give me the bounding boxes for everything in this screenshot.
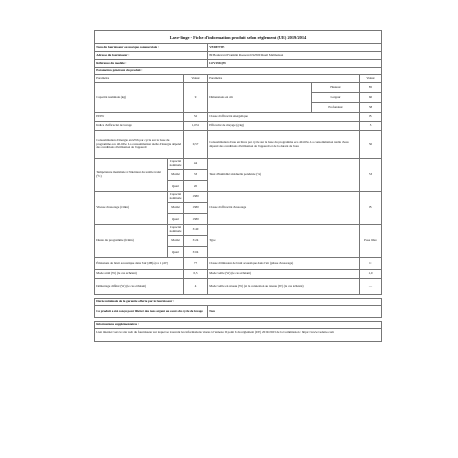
address-row xyxy=(94,52,382,60)
residual-moisture-value: 53 xyxy=(359,159,381,191)
dimension-height-value: 85 xyxy=(360,83,381,93)
header-param-left: Paramètre xyxy=(96,75,110,80)
silver-ions-value: Non xyxy=(207,306,381,317)
dimension-depth-label: Profondeur xyxy=(328,105,343,110)
temperature-half-label: Moitié xyxy=(168,170,183,181)
general-title-row xyxy=(94,68,382,75)
spin-class-value: B xyxy=(359,192,381,224)
type-value: Pose libre xyxy=(359,225,381,257)
eei-value: 52 xyxy=(183,113,207,121)
power-mode-row xyxy=(94,270,382,279)
duration-label: Durée du programme (h:min) xyxy=(96,238,134,243)
temperature-rated-label: Capacité nominale xyxy=(168,159,183,170)
dimension-depth-value: 58 xyxy=(368,105,373,110)
temperature-quarter-value: 20 xyxy=(193,183,198,188)
additional-row xyxy=(94,306,382,318)
eei-label: EEIW xyxy=(96,114,105,119)
header-value-right: Valeur xyxy=(359,75,381,82)
address-value: 89 Boulevard Franklin Roosevelt 92500 Rueil Malmaison xyxy=(207,52,381,59)
supplier-label: Nom du fournisseur ou marque commerciale : xyxy=(96,44,159,49)
duration-values xyxy=(183,225,207,257)
spin-row xyxy=(94,192,382,225)
info-title: Informations supplémentaires : xyxy=(96,322,139,327)
capacity-row xyxy=(94,83,382,113)
model-value: LFV294QW xyxy=(207,60,381,67)
network-standby-label: Mode veille en réseau (W) (si la connexion au réseau (W) (le cas échéant) xyxy=(207,279,359,294)
type-label: Type xyxy=(207,225,359,257)
noise-row xyxy=(94,258,382,270)
temperature-half-value: 33 xyxy=(184,170,207,181)
spin-quarter-label: Quart xyxy=(171,216,180,221)
spin-speed-label: Vitesse d'essorage (t/min) xyxy=(96,205,129,210)
energy-class-label: Classe d'efficacité énergétique xyxy=(207,113,359,121)
supplier-row xyxy=(94,44,382,52)
standby-value: 1,0 xyxy=(359,270,381,278)
rinsing-label: Efficacité de rinçage (g/kg) xyxy=(207,122,359,130)
duration-row xyxy=(94,225,382,258)
energy-consumption-value: 0,57 xyxy=(183,131,207,158)
off-mode-value: 0,5 xyxy=(183,270,207,278)
header-param-right: Paramètre xyxy=(207,75,359,82)
sheet-title: Lave-linge - Fiche d'information produit selon règlement (UE) 2019/2014 xyxy=(94,30,382,44)
temperature-sublabels xyxy=(167,159,183,191)
duration-half-label: Moitié xyxy=(168,236,183,247)
duration-rated-label: Capacité nominale xyxy=(168,225,183,236)
duration-quarter-value: 3:04 xyxy=(192,249,199,254)
consumption-row xyxy=(94,131,382,159)
residual-moisture-label: Taux d'humidité résiduelle pondérée (%) xyxy=(207,159,359,191)
general-title: Paramètres généraux du produit : xyxy=(96,68,143,73)
noise-class-value: C xyxy=(359,258,381,269)
delay-start-label: Démarrage différé (W) (le cas échéant) xyxy=(96,283,147,288)
noise-class-label: Classe d'émission de bruit acoustique dans l'air (phase d'essorage) xyxy=(207,258,359,269)
table-header-row xyxy=(94,75,382,83)
info-text: Lien internet vers le site web du fournisseur sur lequel se trouvent les informations visées à l'annexe II point 6 du règlement (UE) 2019/2023 de la Commission : https://www.vedette.com xyxy=(96,329,334,334)
capacity-value: 9 xyxy=(183,83,207,112)
off-mode-label: Mode arrêt (W) (le cas échéant) xyxy=(96,271,137,276)
spin-rated-label: Capacité nominale xyxy=(168,192,183,203)
delay-row xyxy=(94,279,382,295)
product-information-sheet xyxy=(94,30,382,430)
washing-index-value: 1,031 xyxy=(183,122,207,130)
spin-class-label: Classe d'efficacité d'essorage xyxy=(207,192,359,224)
supplier-value: VEDETTE xyxy=(207,44,381,51)
spin-half-value: 1380 xyxy=(184,203,207,214)
water-consumption-label: Consommation d'eau en litres par cycle sur la base du programme eco 40-60w. La consommation réelle d'eau dépend des conditions d'utilisation de l'appareil et de la dureté de l'eau xyxy=(207,131,359,158)
warranty-row xyxy=(94,298,382,306)
info-title-row xyxy=(94,321,382,329)
model-label: Référence du modèle : xyxy=(96,60,127,65)
network-standby-value: — xyxy=(359,279,381,294)
spin-speed-sublabels xyxy=(167,192,183,224)
spin-rated-value: 1380 xyxy=(184,192,207,203)
temperature-label: Température maximale à l'intérieur du textile traité (°C) xyxy=(96,170,161,178)
eei-row xyxy=(94,113,382,122)
energy-consumption-label: Consommation d'énergie en kWh par cycle sur la base du programme eco 40-60w. La consommation réelle d'énergie dépend des conditions d'utilisation de l'appareil xyxy=(96,138,182,150)
noise-label: Émissions de bruit acoustique dans l'air [dB(a) re 1 pW] xyxy=(96,260,168,265)
spin-half-label: Moitié xyxy=(168,203,183,214)
dimension-width-value: 60 xyxy=(360,93,381,103)
header-value-left: Valeur xyxy=(183,75,207,82)
dimensions-values xyxy=(359,83,381,112)
temperature-quarter-label: Quart xyxy=(171,183,180,188)
spin-speed-values xyxy=(183,192,207,224)
dimension-height-label: Hauteur xyxy=(312,83,359,93)
duration-quarter-label: Quart xyxy=(171,249,180,254)
capacity-label: Capacité nominale (kg) xyxy=(96,94,127,99)
address-label: Adresse du fournisseur : xyxy=(96,52,130,57)
noise-value: 77 xyxy=(183,258,207,269)
delay-start-value: 4 xyxy=(183,279,207,294)
energy-class-value: B xyxy=(359,113,381,121)
warranty-title: Durée minimale de la garantie offerte par le fournisseur : xyxy=(96,299,175,304)
info-text-row xyxy=(94,329,382,342)
washing-row xyxy=(94,122,382,131)
duration-sublabels xyxy=(167,225,183,257)
rinsing-value: 5 xyxy=(359,122,381,130)
washing-index-label: Indice d'efficacité de lavage xyxy=(96,123,132,128)
temperature-rated-value: 44 xyxy=(184,159,207,170)
spin-quarter-value: 1380 xyxy=(192,216,199,221)
water-consumption-value: 50 xyxy=(359,131,381,158)
dimensions-sublabels xyxy=(311,83,359,112)
temperature-row xyxy=(94,159,382,192)
duration-rated-value: 3:40 xyxy=(184,225,207,236)
model-row xyxy=(94,60,382,68)
silver-ions-label: Ce produit a été conçu pour libérer des ions argent au cours du cycle de lavage xyxy=(96,308,203,313)
standby-label: Mode veille (W) (le cas échéant) xyxy=(207,270,359,278)
temperature-values xyxy=(183,159,207,191)
dimension-width-label: Largeur xyxy=(312,93,359,103)
dimensions-label: Dimensions en cm xyxy=(207,83,311,112)
duration-half-value: 3:24 xyxy=(184,236,207,247)
